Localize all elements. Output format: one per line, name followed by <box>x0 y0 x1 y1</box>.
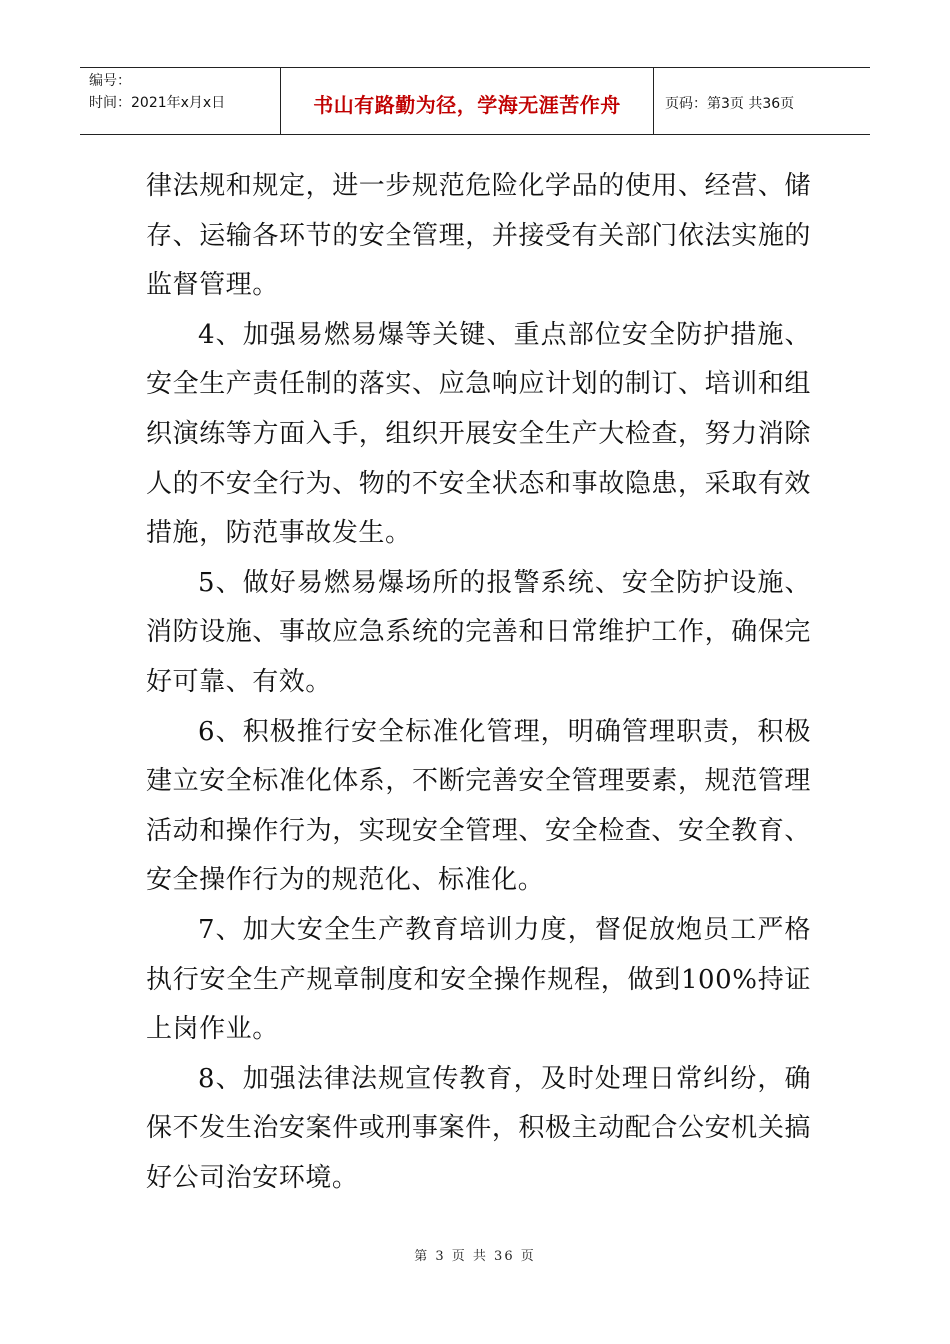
document-date: 时间：2021年x月x日 <box>89 95 226 111</box>
header-meta <box>80 68 281 134</box>
paragraph-item-5: 5、做好易燃易爆场所的报警系统、安全防护设施、消防设施、事故应急系统的完善和日常维护工作，确保完好可靠、有效。 <box>146 567 811 697</box>
paragraph-item-7: 7、加大安全生产教育培训力度，督促放炮员工严格执行安全生产规章制度和安全操作规程，做到100%持证上岗作业。 <box>146 914 811 1045</box>
paragraph-item-4: 4、加强易燃易爆等关键、重点部位安全防护措施、安全生产责任制的落实、应急响应计划的制订、培训和组织演练等方面入手，组织开展安全生产大检查，努力消除人的不安全行为、物的不安全状态和事故隐患，采取有效措施，防范事故发生。 <box>146 319 811 549</box>
page-header <box>80 67 870 135</box>
paragraph-item-6: 6、积极推行安全标准化管理，明确管理职责，积极建立安全标准化体系，不断完善安全管理要素，规范管理活动和操作行为，实现安全管理、安全检查、安全教育、安全操作行为的规范化、标准化。 <box>146 716 811 896</box>
page-footer: 第 3 页 共 36 页 <box>414 1249 536 1264</box>
paragraph-continuation: 律法规和规定，进一步规范危险化学品的使用、经营、储存、运输各环节的安全管理，并接受有关部门依法实施的监督管理。 <box>146 171 811 301</box>
header-motto: 书山有路勤为径，学海无涯苦作舟 <box>281 68 654 134</box>
paragraph-item-8: 8、加强法律法规宣传教育，及时处理日常纠纷，确保不发生治安案件或刑事案件，积极主动配合公安机关搞好公司治安环境。 <box>146 1063 811 1193</box>
document-body <box>146 162 811 1203</box>
header-page-info: 页码：第3页 共36页 <box>665 96 795 112</box>
document-number-label: 编号： <box>89 73 131 89</box>
